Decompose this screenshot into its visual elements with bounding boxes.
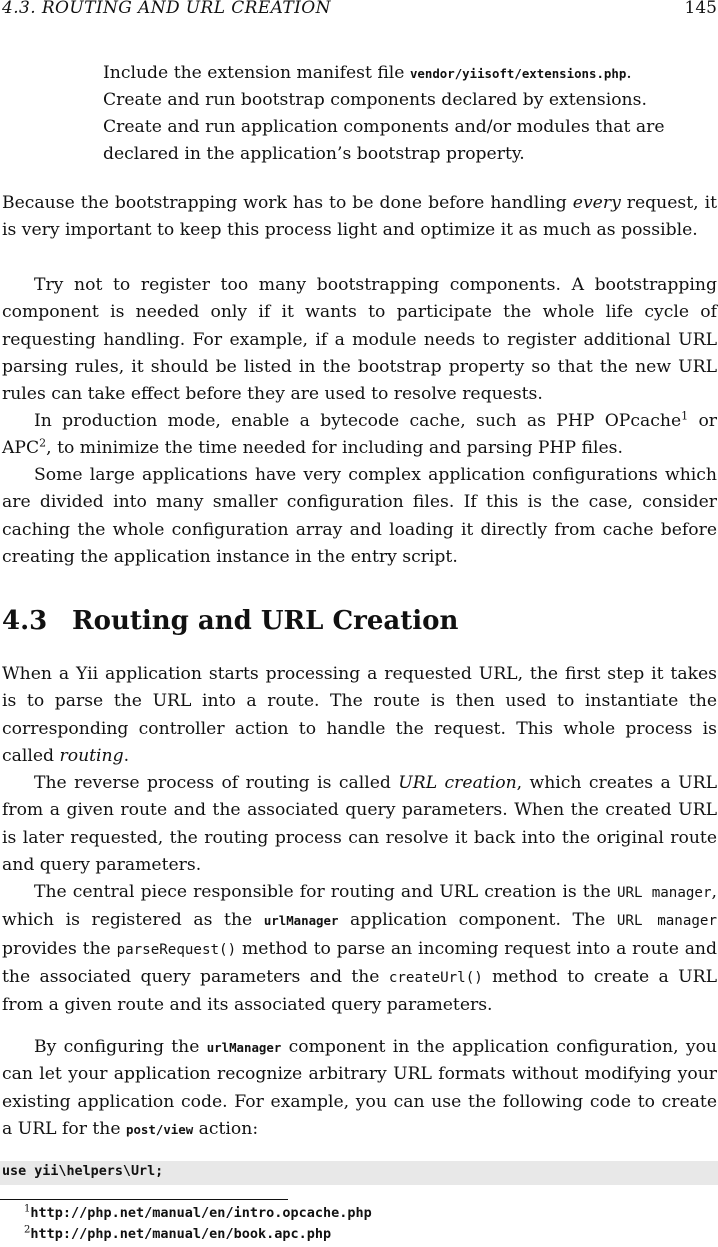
paragraph: When a Yii application starts processing a requested URL, the first step it takes is to parse the URL into a route. The route is then used to instantiate the corresponding controller action to handle the request. This whole process is called routing. xyxy=(2,664,717,766)
code-block xyxy=(0,1161,718,1185)
section-title: Routing and URL Creation xyxy=(72,606,459,636)
section-heading xyxy=(2,606,458,636)
list-item: Create and run application components and/or modules that are xyxy=(103,117,665,137)
page-number: 145 xyxy=(684,0,717,18)
footnote-url: http://php.net/manual/en/intro.opcache.php xyxy=(30,1205,372,1221)
list-item: Include the extension manifest file vendor/yiisoft/extensions.php. xyxy=(103,63,632,83)
code-inline: createUrl() xyxy=(388,969,483,986)
code-inline: urlManager xyxy=(263,913,339,929)
paragraph: Some large applications have very complex application configurations which are divided into many smaller configuration files. If this is the case, consider caching the whole configuration array and loading it directly from cache before creating the application instance in the entry script. xyxy=(2,465,717,567)
code-inline: parseRequest() xyxy=(116,941,237,958)
bootstrap-steps-list xyxy=(103,60,717,168)
code-inline: URL manager xyxy=(616,913,717,930)
page-header xyxy=(2,0,717,22)
code-inline: urlManager xyxy=(206,1040,282,1055)
list-item: declared in the application’s bootstrap property. xyxy=(103,144,525,164)
footnote-mark: 1 xyxy=(681,409,689,423)
footnote-url: http://php.net/manual/en/book.apc.php xyxy=(30,1226,332,1242)
footnote: $^2$http://php.net/manual/en/book.apc.php xyxy=(24,1224,332,1242)
section-number: 4.3 xyxy=(2,606,48,636)
paragraph: The reverse process of routing is called URL creation, which creates a URL from a given route and the associated query parameters. When the created URL is later requested, the routing process can resolve it back into the original route and query parameters. xyxy=(2,773,717,875)
footnote: $^1$http://php.net/manual/en/intro.opcache.php xyxy=(24,1203,372,1221)
code-inline: vendor/yiisoft/extensions.php xyxy=(409,66,627,81)
paragraph: In production mode, enable a bytecode cache, such as PHP OPcache$^1$ or APC$^2$, to minimize the time needed for including and parsing PHP files. xyxy=(2,409,718,459)
paragraph: Because the bootstrapping work has to be done before handling every request, it is very important to keep this process light and optimize it as much as possible. xyxy=(2,193,717,241)
paragraph: The central piece responsible for routing and URL creation is the URL manager, which is registered as the urlManager application component. The URL manager provides the parseRequest() method to parse an incoming request into a route and the associated query parameters and the createUrl() method to create a URL from a given route and its associated query parameters. xyxy=(2,882,718,1016)
list-item: Create and run bootstrap components declared by extensions. xyxy=(103,90,647,110)
running-head: 4.3. ROUTING AND URL CREATION xyxy=(2,0,331,18)
paragraph: Try not to register too many bootstrapping components. A bootstrapping component is needed only if it wants to participate the whole life cycle of requesting handling. For example, if a module needs to register additional URL parsing rules, it should be listed in the bootstrap property so that the new URL rules can take effect before they are used to resolve requests. xyxy=(2,275,717,405)
code-line: use yii\helpers\Url; xyxy=(2,1164,164,1179)
code-inline: post/view xyxy=(126,1121,194,1137)
footnote-mark: 2 xyxy=(39,436,47,450)
code-inline: URL manager xyxy=(616,885,712,901)
footnote-divider xyxy=(0,1199,288,1200)
paragraph: By configuring the urlManager component in the application configuration, you can let your application recognize arbitrary URL formats without modifying your existing application code. For example, you can use the following code to create a URL for the post/view action: xyxy=(2,1037,717,1139)
